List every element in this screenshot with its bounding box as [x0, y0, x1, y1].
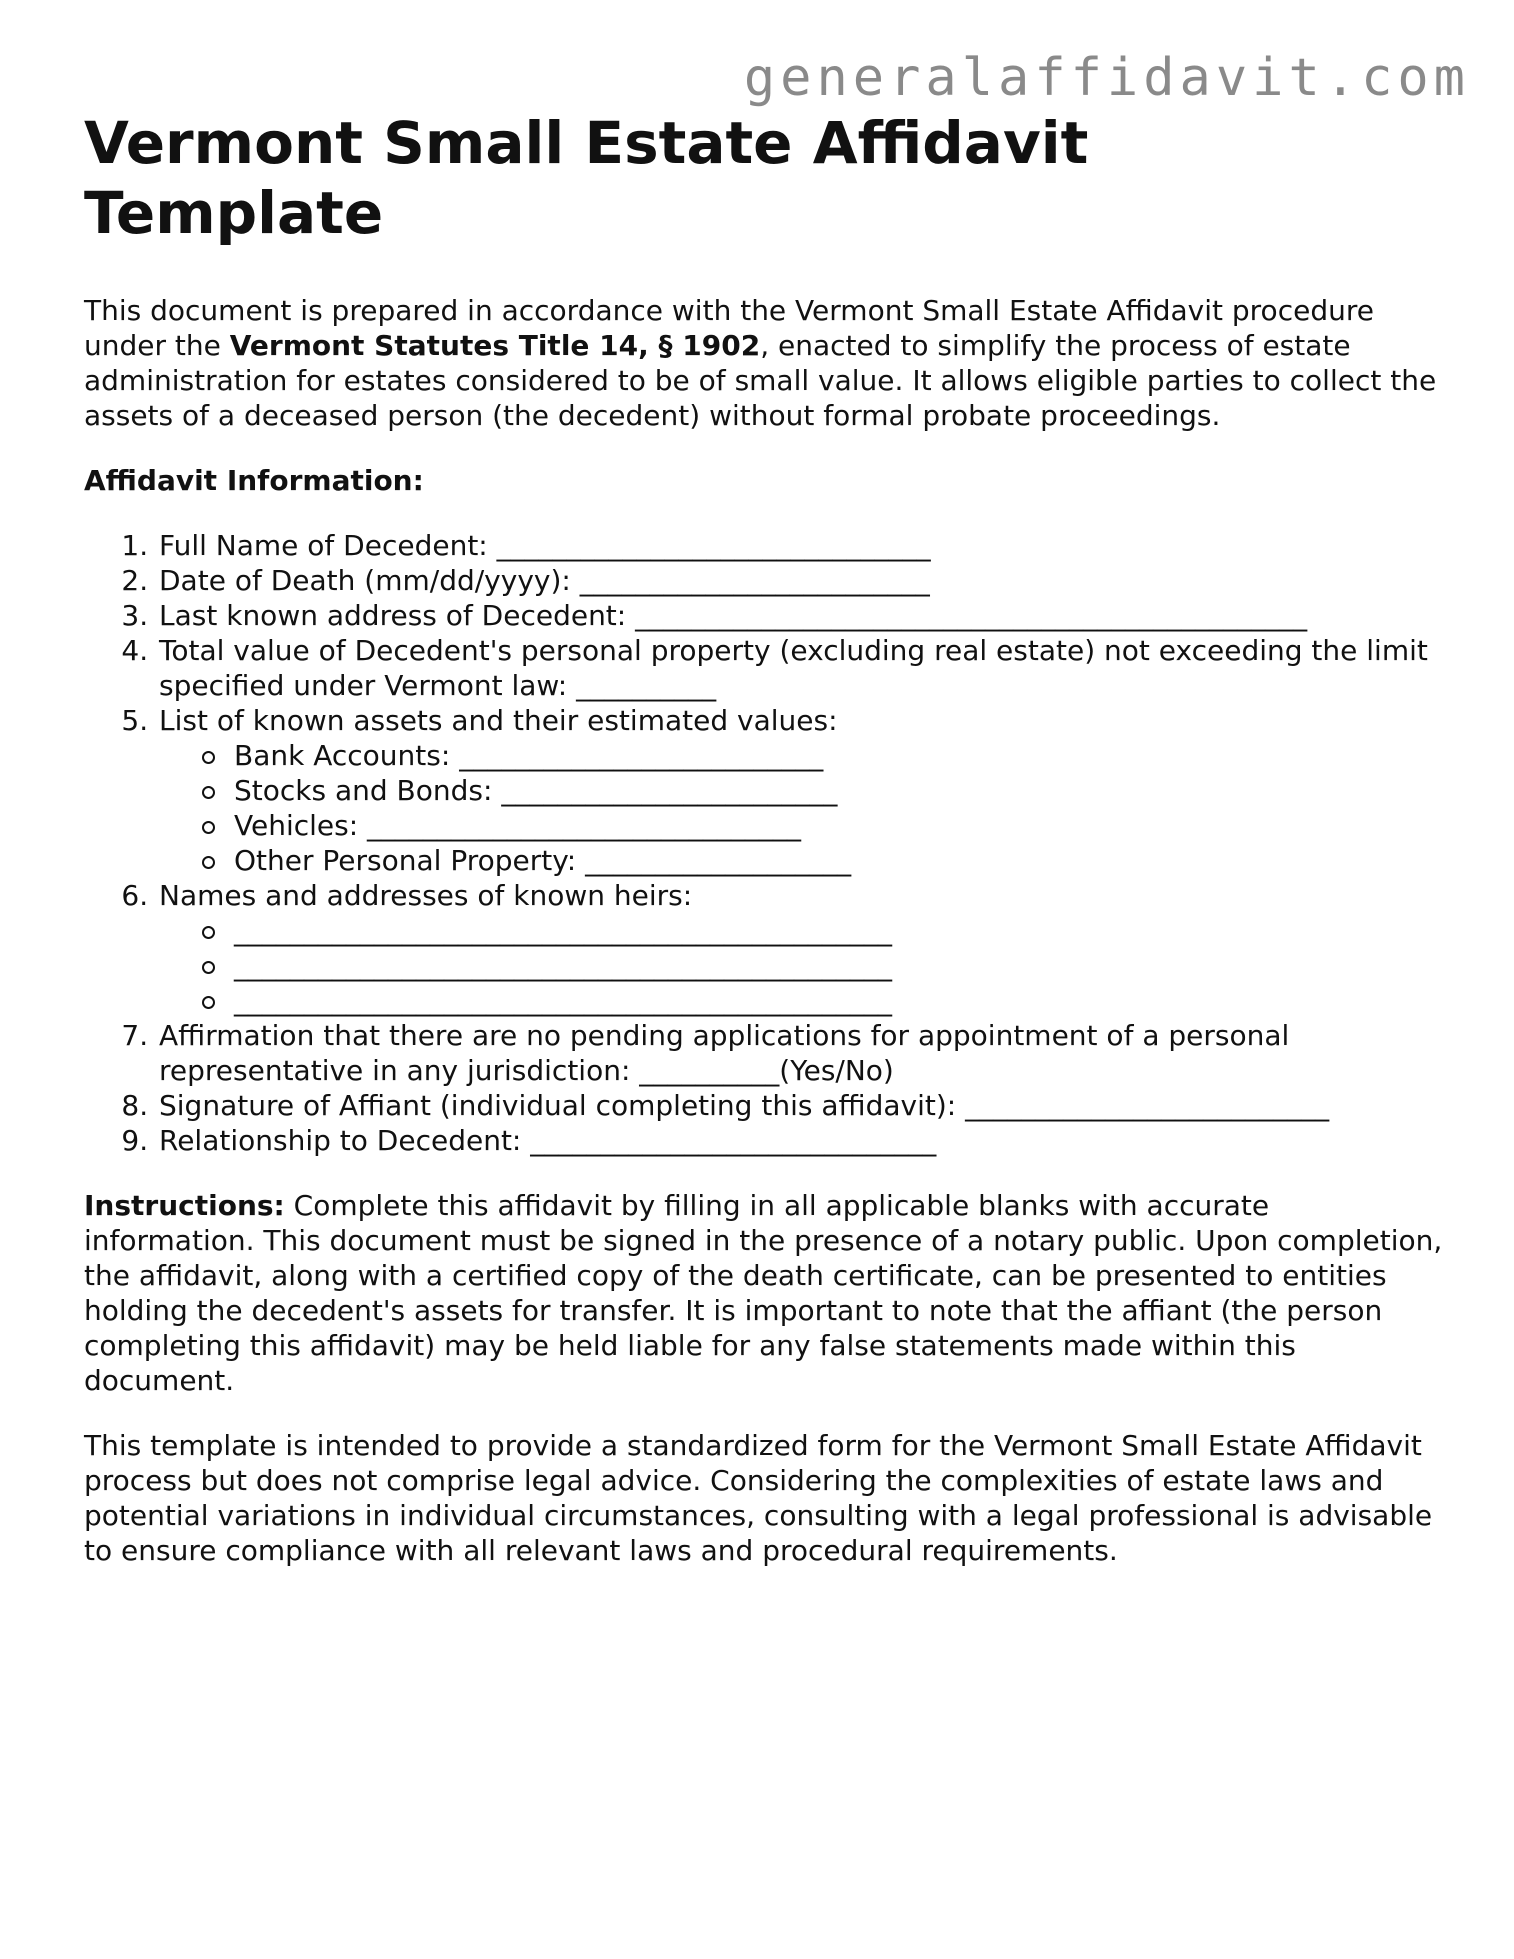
asset-other-property: Other Personal Property: ___________________: [234, 843, 1444, 878]
item-last-address: 3. Last known address of Decedent: ________________________________________________: [157, 598, 1444, 633]
item-affirmation: 7. Affirmation that there are no pending applications for appointment of a personal representative in any jurisdiction: __________(Yes/No): [157, 1018, 1444, 1088]
item-relationship: 9. Relationship to Decedent: _____________________________: [157, 1123, 1444, 1158]
item-decedent-name: 1. Full Name of Decedent: _______________________________: [157, 528, 1444, 563]
watermark: generalaffidavit.com: [743, 48, 1470, 108]
instructions-text: Complete this affidavit by filling in all applicable blanks with accurate information. This document must be signed in the presence of a notary public. Upon completion, the affidavit, along with a certified copy of the death certificate, can be presented to entities holding the decedent's assets for transfer. It is important to note that the affiant (the person completing this affidavit) may be held liable for any false statements made within this document.: [84, 1189, 1443, 1397]
heirs-list: [159, 913, 1444, 1018]
asset-stocks-bonds: Stocks and Bonds: ________________________: [234, 773, 1444, 808]
affidavit-items-list: [84, 528, 1444, 1158]
statute-reference: Vermont Statutes Title 14, § 1902: [229, 329, 761, 362]
heir-blank-line: _______________________________________________: [234, 913, 1444, 948]
document-page: [84, 108, 1444, 1598]
item-affiant-signature: 8. Signature of Affiant (individual completing this affidavit): __________________________: [157, 1088, 1444, 1123]
document-title: Vermont Small Estate Affidavit Template: [84, 109, 1089, 247]
affidavit-info-heading: Affidavit Information:: [84, 464, 424, 497]
asset-vehicles: Vehicles: _______________________________: [234, 808, 1444, 843]
assets-list: [159, 738, 1444, 878]
item-date-of-death: 2. Date of Death (mm/dd/yyyy): _________________________: [157, 563, 1444, 598]
instructions-paragraph: [84, 1188, 1444, 1398]
item-known-heirs: 6. Names and addresses of known heirs: _______________________________________________ _______________________________________________ _______________________________________________: [157, 878, 1444, 1018]
item-total-value: 4. Total value of Decedent's personal property (excluding real estate) not exceeding the limit specified under Vermont law: __________: [157, 633, 1444, 703]
asset-bank-accounts: Bank Accounts: __________________________: [234, 738, 1444, 773]
intro-text-before: This document is prepared in accordance with the Vermont Small Estate Affidavit procedure under the: [84, 294, 1374, 362]
intro-text-after: , enacted to simplify the process of estate administration for estates considered to be of small value. It allows eligible parties to collect the assets of a deceased person (the decedent) without formal probate proceedings.: [84, 329, 1437, 432]
item-known-assets: 5. List of known assets and their estimated values: Bank Accounts: __________________________ Stocks and Bonds: ________________________ Vehicles: _______________________________ Other Personal Property: ___________________: [157, 703, 1444, 878]
intro-paragraph: [84, 293, 1444, 433]
heir-blank-line: _______________________________________________: [234, 983, 1444, 1018]
instructions-label: Instructions:: [84, 1189, 285, 1222]
disclaimer-paragraph: This template is intended to provide a standardized form for the Vermont Small Estate Affidavit process but does not comprise legal advice. Considering the complexities of estate laws and potential variations in individual circumstances, consulting with a legal professional is advisable to ensure compliance with all relevant laws and procedural requirements.: [84, 1429, 1433, 1567]
heir-blank-line: _______________________________________________: [234, 948, 1444, 983]
